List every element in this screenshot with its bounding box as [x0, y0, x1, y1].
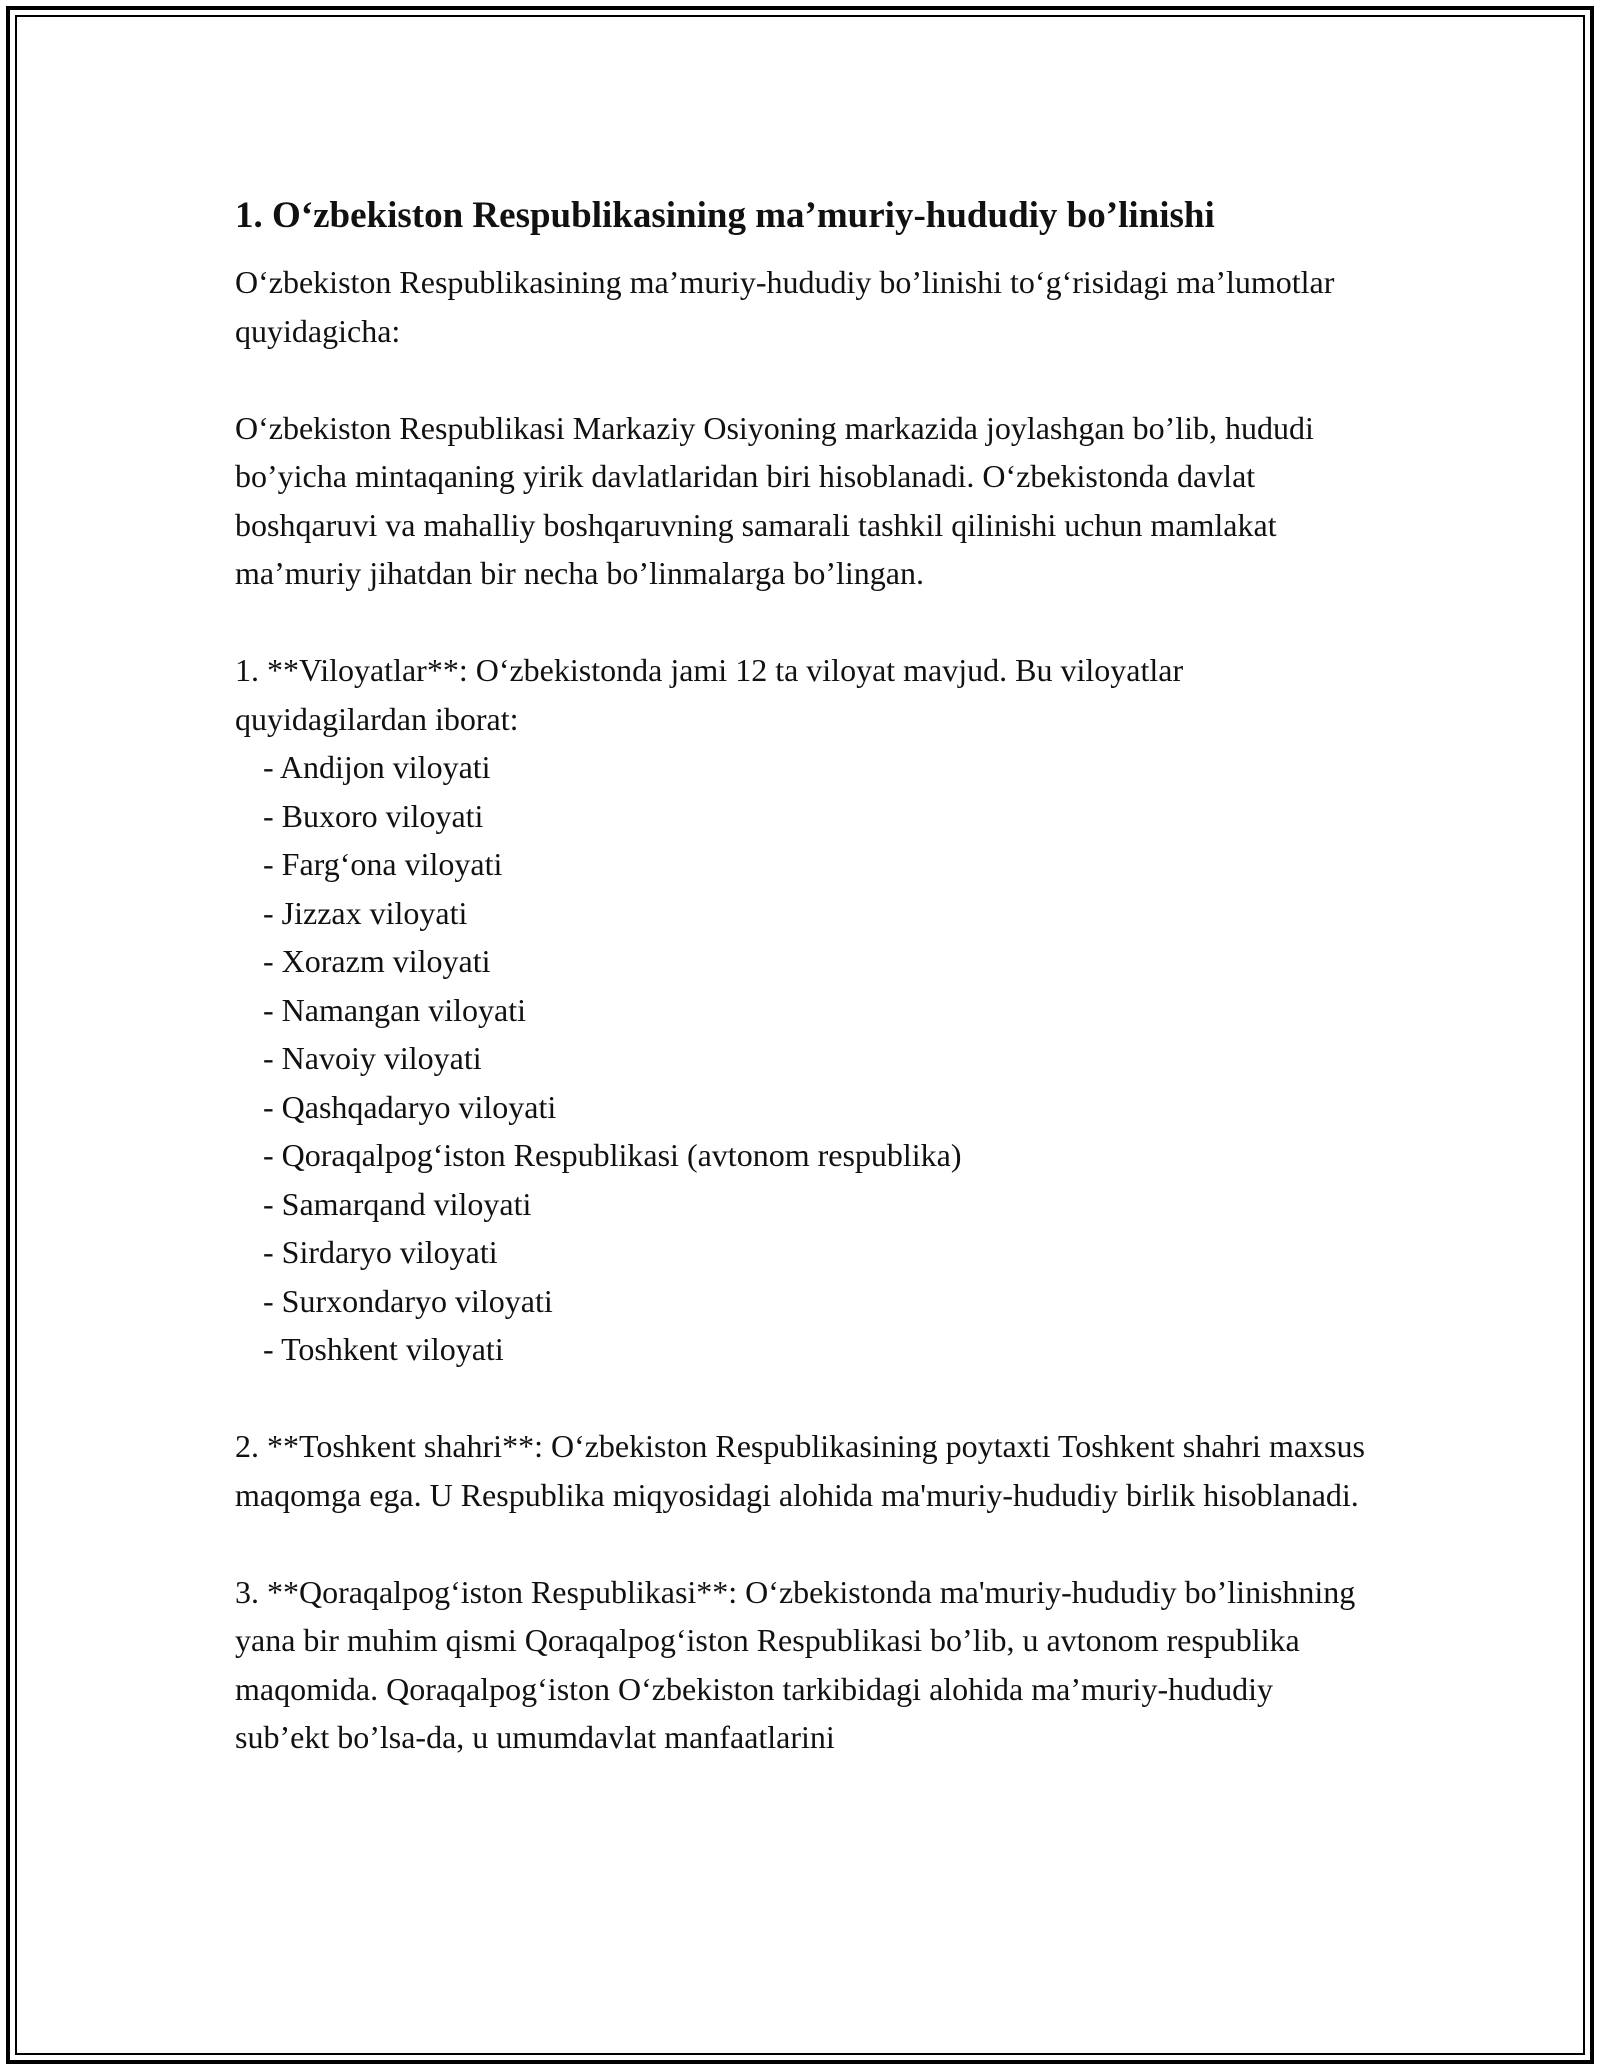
- list-item: - Sirdaryo viloyati: [263, 1234, 498, 1270]
- list-item: - Qashqadaryo viloyati: [263, 1088, 557, 1125]
- list-item: - Surxondaryo viloyati: [263, 1282, 553, 1319]
- section-1-intro: 1. **Viloyatlar**: O‘zbekistonda jami 12 ta viloyat mavjud. Bu viloyatlar quyidagilardan iborat:: [235, 652, 1184, 737]
- section-3-paragraph: 3. **Qoraqalpog‘iston Respublikasi**: O‘zbekistonda ma'muriy-hududiy bo’linishning yana bir muhim qismi Qoraqalpog‘iston Respublikasi bo’lib, u avtonom respublika maqomida. Qoraqalpog‘iston O‘zbekiston tarkibidagi alohida ma’muriy-hududiy sub’ekt bo’lsa-da, u umumdavlat manfaatlarini: [235, 1573, 1356, 1755]
- regions-list: [235, 743, 1375, 1374]
- list-item: - Xorazm viloyati: [263, 943, 491, 979]
- list-item: - Namangan viloyati: [263, 991, 527, 1028]
- list-item: - Qoraqalpog‘iston Respublikasi (avtonom respublika): [263, 1137, 962, 1173]
- list-item: - Jizzax viloyati: [263, 894, 468, 931]
- list-item: - Buxoro viloyati: [263, 797, 484, 834]
- overview-paragraph: O‘zbekiston Respublikasi Markaziy Osiyoning markazida joylashgan bo’lib, hududi bo’yicha mintaqaning yirik davlatlaridan biri hisoblanadi. O‘zbekistonda davlat boshqaruvi va mahalliy boshqaruvning samarali tashkil qilinishi uchun mamlakat ma’muriy jihatdan bir necha bo’linmalarga bo’lingan.: [235, 409, 1314, 591]
- list-item: - Farg‘ona viloyati: [263, 846, 503, 882]
- document-title: 1. O‘zbekiston Respublikasining ma’muriy-hududiy bo’linishi: [235, 195, 1215, 236]
- section-2-paragraph: 2. **Toshkent shahri**: O‘zbekiston Respublikasining poytaxti Toshkent shahri maxsus maqomga ega. U Respublika miqyosidagi alohida ma'muriy-hududiy birlik hisoblanadi.: [235, 1428, 1365, 1513]
- intro-paragraph: O‘zbekiston Respublikasining ma’muriy-hududiy bo’linishi to‘g‘risidagi ma’lumotlar quyidagicha:: [235, 264, 1335, 349]
- document-body: [235, 188, 1375, 1762]
- list-item: - Samarqand viloyati: [263, 1185, 532, 1222]
- list-item: - Navoiy viloyati: [263, 1040, 482, 1076]
- list-item: - Andijon viloyati: [263, 749, 491, 785]
- list-item: - Toshkent viloyati: [263, 1331, 504, 1367]
